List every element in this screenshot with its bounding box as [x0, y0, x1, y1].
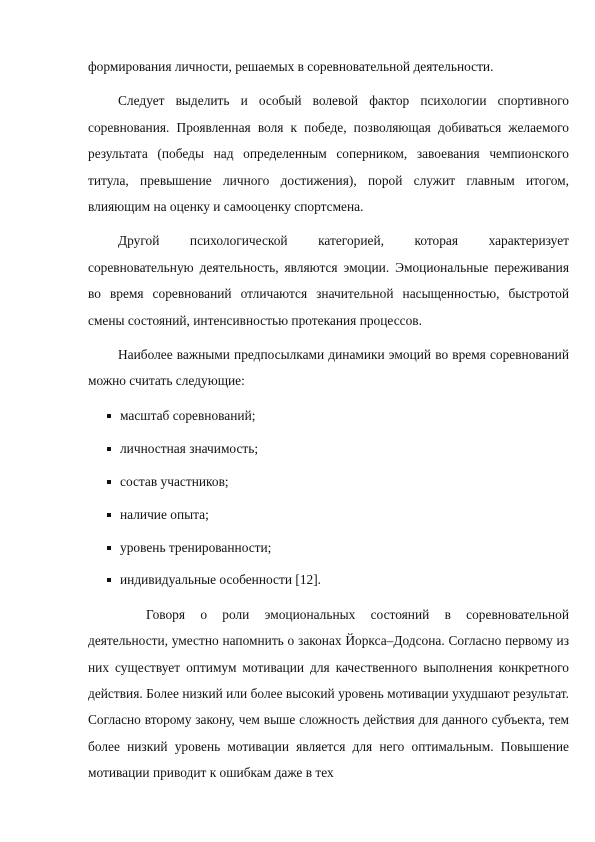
bullet-square-icon — [107, 546, 111, 550]
bullet-square-icon — [107, 578, 111, 582]
paragraph-emotions: Другой психологической категорией, которая характеризует соревновательную деятельность, являются эмоции. Эмоциональные переживания во время соревнований отличаются значительной насыщенностью, быстротой смены состояний, интенсивностью протекания процессов. — [88, 233, 569, 328]
list-item-text: индивидуальные особенности [12]. — [120, 572, 322, 588]
list-item — [88, 436, 569, 462]
list-item — [88, 567, 569, 593]
list-item-text: наличие опыта; — [120, 506, 209, 522]
bullet-square-icon — [107, 414, 111, 418]
document-page — [88, 54, 569, 787]
list-item — [88, 403, 569, 429]
paragraph-continuation: формирования личности, решаемых в соревновательной деятельности. — [88, 59, 494, 74]
list-item-text: масштаб соревнований; — [120, 407, 256, 423]
paragraph-yerkes-dodson: Говоря о роли эмоциональных состояний в соревновательной деятельности, уместно напомнить о законах Йоркса–Додсона. Согласно первому из них существует оптимум мотивации для качественного выполнения конкретного действия. Более низкий или более высокий уровень мотивации ухудшают результат. Согласно второму закону, чем выше сложность действия для данного субъекта, тем более низкий уровень мотивации является для него оптимальным. Повышение мотивации приводит к ошибкам даже в тех — [88, 606, 569, 781]
list-item-text: состав участников; — [120, 473, 229, 489]
paragraph-volitional-factor: Следует выделить и особый волевой фактор психологии спортивного соревнования. Проявленная воля к победе, позволяющая добиваться желаемого результата (победы над определенным соперником, завоевания чемпионского титула, превышение личного достижения), порой служит главным итогом, влияющим на оценку и самооценку спортсмена. — [88, 93, 569, 215]
bullet-square-icon — [107, 447, 111, 451]
list-item — [88, 535, 569, 561]
list-item-text: личностная значимость; — [120, 440, 259, 456]
list-item — [88, 502, 569, 528]
bullet-square-icon — [107, 480, 111, 484]
paragraph-prerequisites: Наиболее важными предпосылками динамики эмоций во время соревнований можно считать следующие: — [88, 347, 569, 389]
list-item — [88, 469, 569, 495]
prerequisites-list — [88, 403, 569, 594]
list-item-text: уровень тренированности; — [120, 539, 272, 555]
bullet-square-icon — [107, 513, 111, 517]
